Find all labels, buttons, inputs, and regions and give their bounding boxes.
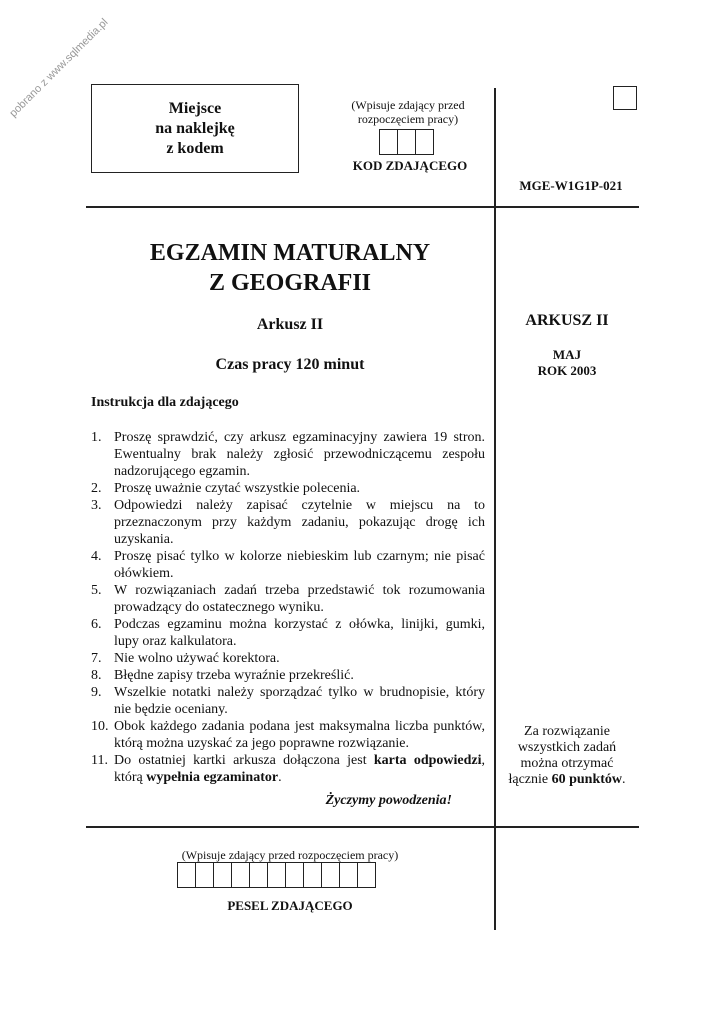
item-number: 7. <box>91 651 102 666</box>
bottom-rule <box>86 826 639 828</box>
item-number: 4. <box>91 549 102 564</box>
corner-box <box>613 86 637 110</box>
list-item <box>91 497 485 548</box>
item-text: Błędne zapisy trzeba wyraźnie przekreślić. <box>114 668 354 683</box>
pesel-note: (Wpisuje zdający przed rozpoczęciem pracy) <box>181 848 399 862</box>
student-code-label: KOD ZDAJĄCEGO <box>352 158 468 173</box>
instructions-heading: Instrukcja dla zdającego <box>91 395 239 410</box>
title-line-2: Z GEOGRAFII <box>208 270 372 296</box>
item-number: 9. <box>91 685 102 700</box>
item-text: Do ostatniej kartki arkusza dołączona jest karta odpowiedzi, którą wypełnia egzaminator. <box>114 753 486 785</box>
list-item <box>91 480 485 497</box>
duration: Czas pracy 120 minut <box>215 356 365 373</box>
pesel-cell[interactable] <box>195 862 214 888</box>
pesel-cell[interactable] <box>339 862 358 888</box>
pesel-cell[interactable] <box>267 862 286 888</box>
side-sheet: ARKUSZ II <box>525 312 609 329</box>
title-line-1: EGZAMIN MATURALNY <box>149 240 431 266</box>
list-item <box>91 718 485 752</box>
student-code-cells[interactable] <box>379 129 434 155</box>
item-number: 8. <box>91 668 102 683</box>
item-number: 10. <box>91 719 109 734</box>
list-item <box>91 582 485 616</box>
list-item <box>91 752 485 786</box>
list-item <box>91 429 485 480</box>
pesel-cell[interactable] <box>357 862 376 888</box>
item-number: 1. <box>91 430 102 445</box>
code-cell[interactable] <box>379 129 398 155</box>
pesel-cell[interactable] <box>249 862 268 888</box>
pesel-cell[interactable] <box>303 862 322 888</box>
student-code-note <box>330 98 486 126</box>
sticker-line-3: z kodem <box>166 139 224 157</box>
points-line-1: Za rozwiązanie <box>524 724 610 739</box>
list-item <box>91 667 485 684</box>
item-number: 2. <box>91 481 102 496</box>
item-number: 6. <box>91 617 102 632</box>
points-line-2: wszystkich zadań <box>517 740 617 755</box>
exam-code: MGE-W1G1P-021 <box>519 178 623 193</box>
item-number: 5. <box>91 583 102 598</box>
list-item <box>91 616 485 650</box>
side-year: ROK 2003 <box>537 363 597 378</box>
item-text: Proszę uważnie czytać wszystkie polecenia. <box>114 481 361 496</box>
sticker-line-1: Miejsce <box>168 99 222 117</box>
points-line-4 <box>498 772 636 788</box>
code-cell[interactable] <box>415 129 434 155</box>
points-line-3: można otrzymać <box>520 756 614 771</box>
item-text: W rozwiązaniach zadań trzeba przedstawić tok rozumowania prowadzący do ostatecznego wyniku. <box>114 583 485 615</box>
top-rule <box>86 206 639 208</box>
code-cell[interactable] <box>397 129 416 155</box>
pesel-cell[interactable] <box>285 862 304 888</box>
pesel-cell[interactable] <box>213 862 232 888</box>
item-text: Wszelkie notatki należy sporządzać tylko w brudnopisie, który nie będzie oceniany. <box>114 685 485 717</box>
item-text: Proszę pisać tylko w kolorze niebieskim lub czarnym; nie pisać ołówkiem. <box>114 549 485 581</box>
pesel-cells[interactable] <box>177 862 376 888</box>
watermark: pobrano z www.sqlmedia.pl <box>7 16 111 120</box>
instructions-list <box>91 429 485 786</box>
points-bold: 60 punktów <box>551 772 623 787</box>
item-number: 3. <box>91 498 102 513</box>
item-text: Proszę sprawdzić, czy arkusz egzaminacyjny zawiera 19 stron. Ewentualny brak należy zgłosić przewodniczącemu zespołu nadzorującego egzamin. <box>114 430 485 479</box>
pesel-cell[interactable] <box>177 862 196 888</box>
wishes: Życzymy powodzenia! <box>325 793 452 808</box>
side-date <box>498 347 636 379</box>
item-text: Podczas egzaminu można korzystać z ołówka, linijki, gumki, lupy oraz kalkulatora. <box>114 617 485 649</box>
sticker-box <box>91 84 299 173</box>
sheet-label: Arkusz II <box>256 316 324 333</box>
points-post: . <box>622 772 626 787</box>
pesel-cell[interactable] <box>321 862 340 888</box>
list-item <box>91 684 485 718</box>
list-item <box>91 548 485 582</box>
item-text: Odpowiedzi należy zapisać czytelnie w miejscu na to przeznaczonym przy każdym zadaniu, pokazując drogę ich uzyskania. <box>114 498 485 547</box>
list-item <box>91 650 485 667</box>
student-code-note-line-1: (Wpisuje zdający przed <box>351 98 465 112</box>
side-month: MAJ <box>552 347 582 362</box>
pesel-cell[interactable] <box>231 862 250 888</box>
points-info <box>498 724 636 788</box>
vertical-divider <box>494 88 496 930</box>
student-code-note-line-2: rozpoczęciem pracy) <box>357 112 459 126</box>
item-text: Nie wolno używać korektora. <box>114 651 280 666</box>
item-number: 11. <box>91 753 108 768</box>
item-text: Obok każdego zadania podana jest maksymalna liczba punktów, którą można uzyskać za jego poprawne rozwiązanie. <box>114 719 485 751</box>
pesel-label: PESEL ZDAJĄCEGO <box>227 898 353 913</box>
exam-title <box>86 238 494 298</box>
sticker-line-2: na naklejkę <box>155 119 235 137</box>
points-pre: łącznie <box>508 772 552 787</box>
